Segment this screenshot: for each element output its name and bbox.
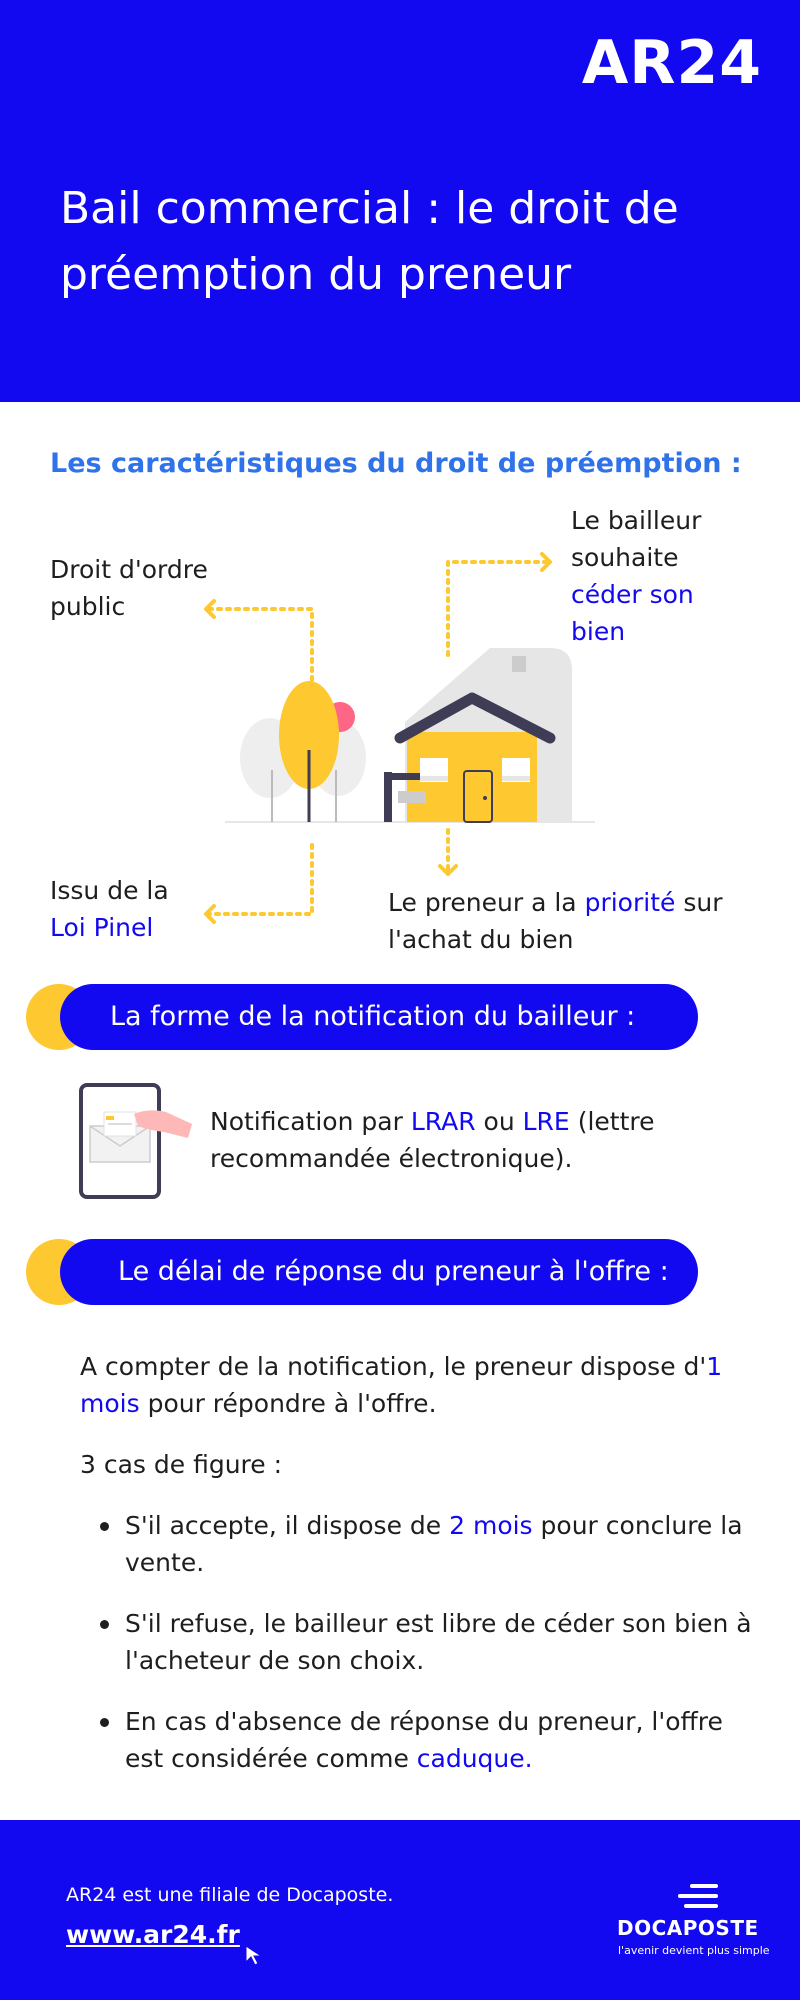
delay-intro-highlight: 1 mois xyxy=(80,1352,723,1418)
delay-heading xyxy=(26,1239,698,1307)
footer xyxy=(0,1820,800,2000)
footer-subsidiary: AR24 est une filiale de Docaposte. xyxy=(66,1884,394,1906)
house-illustration xyxy=(190,540,610,880)
case1-prefix: S'il accepte, il dispose de xyxy=(125,1511,450,1540)
notification-heading xyxy=(26,984,698,1052)
list-item xyxy=(80,1605,760,1679)
bullet-dot xyxy=(100,1620,109,1629)
feature-tenant-priority xyxy=(388,884,768,958)
delay-heading-label: Le délai de réponse du preneur à l'offre : xyxy=(60,1239,698,1305)
characteristics-title: Les caractéristiques du droit de préemption : xyxy=(50,448,742,479)
cases-list xyxy=(80,1507,760,1801)
feature-loi-pinel-text: Issu de la xyxy=(50,876,169,905)
notification-mid: ou xyxy=(483,1107,515,1136)
feature-tenant-priority-suffix: sur l'achat du bien xyxy=(388,888,723,954)
list-item xyxy=(80,1703,760,1777)
feature-public-order-text: Droit d'ordre public xyxy=(50,555,208,621)
lre-label: LRE xyxy=(522,1107,570,1136)
list-item xyxy=(80,1507,760,1581)
feature-landlord-sells-highlight: céder son bien xyxy=(571,580,694,646)
docaposte-logo-icon xyxy=(676,1884,722,1910)
delay-intro-suffix: pour répondre à l'offre. xyxy=(139,1389,437,1418)
docaposte-tagline: l'avenir devient plus simple xyxy=(618,1944,770,1957)
notification-heading-label: La forme de la notification du bailleur : xyxy=(60,984,698,1050)
case2-text: S'il refuse, le bailleur est libre de céder son bien à l'acheteur de son choix. xyxy=(125,1609,752,1675)
lrar-label: LRAR xyxy=(410,1107,476,1136)
cursor-icon xyxy=(244,1944,268,1968)
cases-intro: 3 cas de figure : xyxy=(80,1450,283,1479)
case1-suffix: pour conclure la vente. xyxy=(125,1511,743,1577)
feature-tenant-priority-highlight: priorité xyxy=(584,888,676,917)
page-title: Bail commercial : le droit de préemption du preneur xyxy=(60,183,679,300)
docaposte-logo-text: DOCAPOSTE xyxy=(617,1916,759,1940)
website-link[interactable]: www.ar24.fr xyxy=(66,1920,240,1949)
feature-landlord-sells-text: Le bailleur souhaite xyxy=(571,506,702,572)
feature-loi-pinel-highlight: Loi Pinel xyxy=(50,913,154,942)
case3-highlight: caduque. xyxy=(416,1744,533,1773)
ar24-logo: AR24 xyxy=(581,28,762,98)
tablet-envelope-icon xyxy=(78,1082,198,1200)
header-banner xyxy=(0,0,800,402)
delay-intro xyxy=(80,1348,750,1422)
notification-text xyxy=(210,1103,720,1177)
case3-prefix: En cas d'absence de réponse du preneur, l'offre est considérée comme xyxy=(125,1707,723,1773)
feature-loi-pinel xyxy=(50,872,250,946)
case1-highlight: 2 mois xyxy=(449,1511,533,1540)
notification-line2: recommandée électronique). xyxy=(210,1144,573,1173)
notification-suffix: (lettre xyxy=(577,1107,655,1136)
delay-intro-prefix: A compter de la notification, le preneur dispose d' xyxy=(80,1352,707,1381)
feature-tenant-priority-prefix: Le preneur a la xyxy=(388,888,577,917)
notification-prefix: Notification par xyxy=(210,1107,403,1136)
bullet-dot xyxy=(100,1718,109,1727)
bullet-dot xyxy=(100,1522,109,1531)
